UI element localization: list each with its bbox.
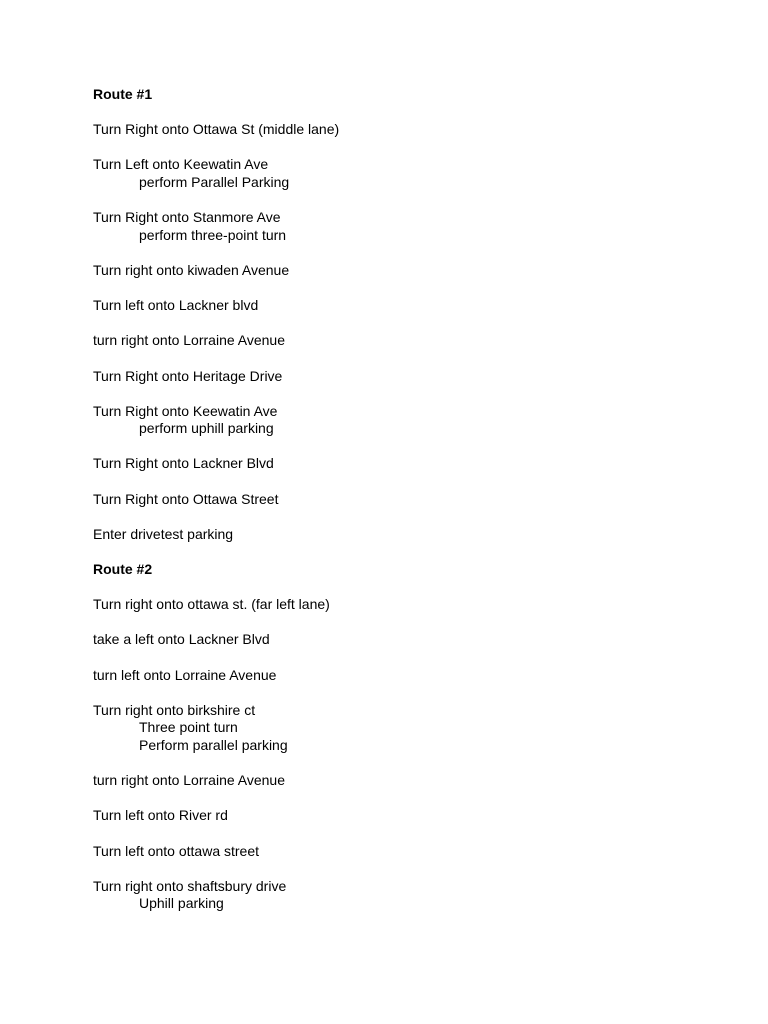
route-step: Turn right onto shaftsbury drive [93, 877, 287, 894]
spacer [93, 755, 713, 773]
spacer [93, 280, 713, 298]
spacer [93, 438, 713, 456]
spacer [93, 385, 713, 403]
spacer [93, 649, 713, 667]
route-step: turn right onto Lorraine Avenue [93, 332, 285, 349]
route-heading: Route #2 [93, 561, 153, 578]
document-page [93, 86, 713, 913]
route-step: take a left onto Lackner Blvd [93, 631, 270, 648]
spacer [93, 315, 713, 333]
spacer [93, 790, 713, 808]
route-step: turn left onto Lorraine Avenue [93, 666, 277, 683]
route-step-note: perform three-point turn [139, 226, 287, 243]
route-step: Turn right onto birkshire ct [93, 701, 256, 718]
spacer [93, 508, 713, 526]
route-step-note: perform Parallel Parking [139, 173, 290, 190]
spacer [93, 543, 713, 561]
route-step-note: perform uphill parking [139, 420, 274, 437]
route-step: Turn Left onto Keewatin Ave [93, 156, 269, 173]
spacer [93, 825, 713, 843]
route-step: Turn left onto Lackner blvd [93, 297, 259, 314]
spacer [93, 139, 713, 157]
spacer [93, 860, 713, 878]
spacer [93, 350, 713, 368]
route-step: Turn Right onto Ottawa St (middle lane) [93, 121, 340, 138]
route-step: turn right onto Lorraine Avenue [93, 772, 285, 789]
route-step: Turn Right onto Keewatin Ave [93, 402, 278, 419]
spacer [93, 473, 713, 491]
route-step: Enter drivetest parking [93, 525, 234, 542]
spacer [93, 104, 713, 122]
route-step-note: Perform parallel parking [139, 736, 288, 753]
route-heading: Route #1 [93, 86, 153, 102]
route-step-note: Uphill parking [139, 895, 224, 912]
spacer [93, 244, 713, 262]
spacer [93, 684, 713, 702]
spacer [93, 579, 713, 597]
route-step: Turn left onto River rd [93, 807, 228, 824]
spacer [93, 192, 713, 210]
route-step: Turn right onto kiwaden Avenue [93, 261, 290, 278]
route-step-note: Three point turn [139, 719, 238, 736]
route-step: Turn left onto ottawa street [93, 842, 260, 859]
route-step: Turn Right onto Heritage Drive [93, 367, 283, 384]
route-step: Turn Right onto Lackner Blvd [93, 455, 274, 472]
route-step: Turn Right onto Stanmore Ave [93, 209, 281, 226]
route-step: Turn right onto ottawa st. (far left lane) [93, 596, 330, 613]
spacer [93, 614, 713, 632]
route-step: Turn Right onto Ottawa Street [93, 490, 279, 507]
